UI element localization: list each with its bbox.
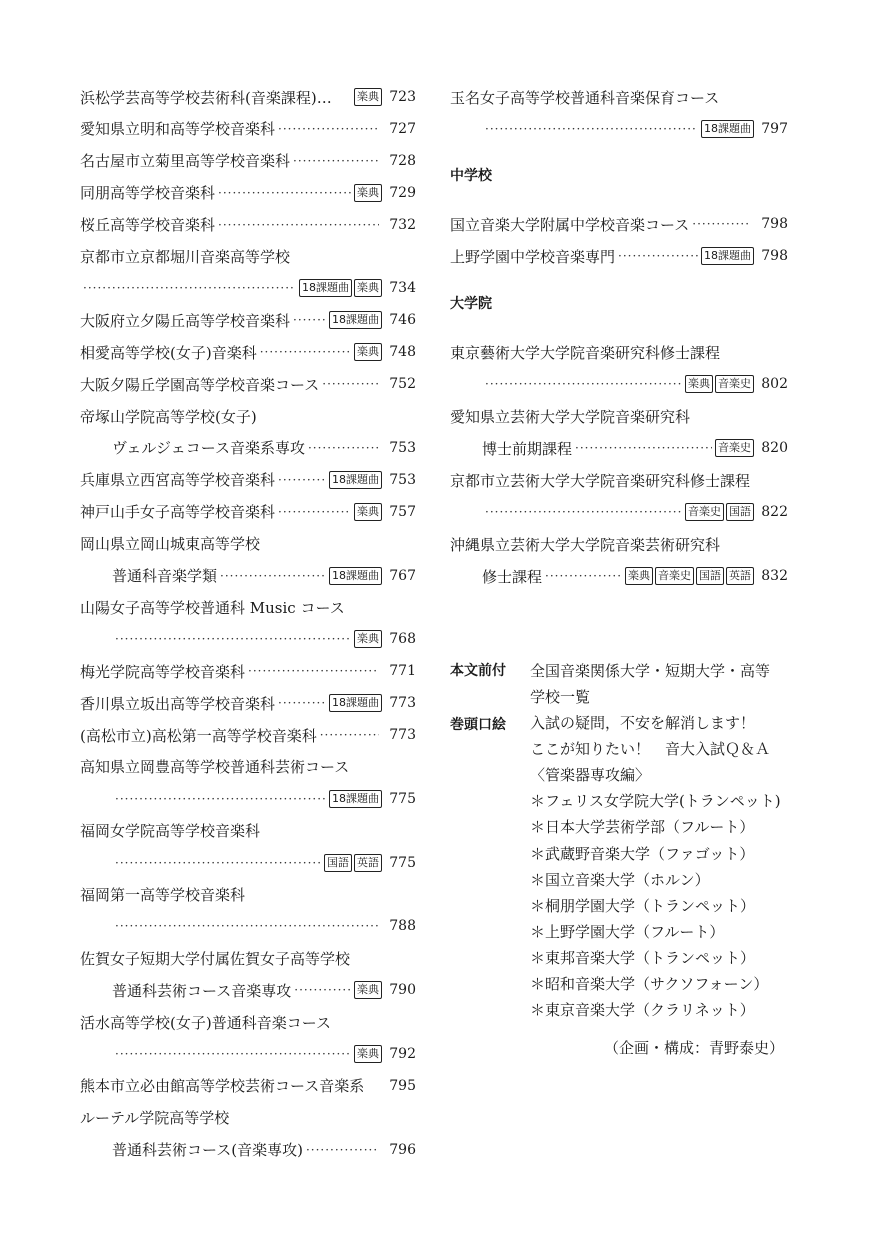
toc-entry	[450, 561, 788, 591]
page-number: 775	[389, 790, 416, 807]
toc-entry	[80, 784, 416, 814]
page-number: 822	[761, 504, 788, 520]
subject-badge: 楽典	[354, 503, 382, 521]
leader-dots	[278, 497, 351, 527]
toc-entry	[80, 911, 416, 941]
toc-entry	[80, 592, 416, 622]
entry-title: 京都市立京都堀川音楽高等学校	[80, 248, 291, 266]
subject-badges	[701, 247, 754, 265]
toc-entry	[450, 209, 788, 239]
subject-badge: 楽典	[354, 1045, 382, 1063]
page-number: 757	[389, 503, 416, 520]
page-number: 797	[761, 121, 788, 137]
entry-title: 東京藝術大学大学院音楽研究科修士課程	[450, 343, 721, 362]
text-line: ここが知りたい！ 音大入試Ｑ＆Ａ	[530, 740, 771, 759]
toc-entry	[80, 816, 416, 846]
text-line: ＊昭和音楽大学（サクソフォーン）	[530, 975, 769, 993]
toc-entry	[80, 401, 416, 431]
leader-dots	[83, 273, 296, 303]
text-line: ＊日本大学芸術学部（フルート）	[530, 818, 755, 837]
page-number: 775	[389, 854, 416, 871]
leader-dots	[294, 975, 351, 1005]
leader-dots	[278, 688, 326, 718]
toc-entry	[80, 720, 416, 750]
leader-dots	[115, 911, 379, 941]
entry-title: 京都市立芸術大学大学院音楽研究科修士課程	[450, 471, 751, 490]
toc-entry	[450, 82, 788, 112]
entry-title: 佐賀女子短期大学付属佐賀女子高等学校	[80, 949, 351, 968]
page-number: 798	[761, 216, 788, 232]
page-number: 753	[389, 439, 416, 456]
toc-entry	[450, 465, 788, 495]
page-number: 729	[389, 184, 416, 201]
leader-dots	[220, 561, 326, 591]
entry-title: 国立音楽大学附属中学校音楽コース	[450, 215, 690, 234]
toc-entry	[80, 337, 416, 367]
entry-title: 山陽女子高等学校普通科 Music コース	[80, 598, 345, 617]
page-number: 732	[389, 216, 416, 233]
text-line: 学校一覧	[530, 688, 591, 706]
text-line: 入試の疑問，不安を解消します！	[530, 714, 756, 732]
section-heading-junior-high: 中学校	[450, 168, 492, 184]
subject-badges	[715, 439, 754, 457]
page-number: 752	[389, 376, 416, 393]
subject-badges	[329, 790, 382, 808]
entry-title: 兵庫県立西宮高等学校音楽科	[80, 471, 276, 490]
leader-dots	[115, 784, 326, 814]
leader-dots	[278, 114, 379, 144]
subject-badge: 英語	[726, 567, 754, 585]
page-number: 788	[389, 918, 416, 935]
entry-title: 普通科芸術コース音楽専攻	[112, 981, 292, 1000]
leader-dots	[218, 178, 351, 208]
toc-entry	[80, 624, 416, 654]
page-number: 771	[389, 663, 416, 680]
entry-title: 沖縄県立芸術大学大学院音楽芸術研究科	[450, 535, 721, 554]
entry-title: 大阪府立夕陽丘高等学校音楽科	[80, 311, 291, 330]
page-number: 802	[761, 376, 788, 392]
page-number: 790	[389, 982, 416, 999]
toc-entry	[80, 497, 416, 527]
subject-badge: 国語	[726, 503, 754, 521]
entry-title: 名古屋市立菊里高等学校音楽科	[80, 152, 291, 171]
toc-entry	[80, 273, 416, 303]
subject-badge: 楽典	[685, 375, 713, 393]
entry-title: 上野学園中学校音楽専門	[450, 247, 616, 266]
subject-badges	[354, 1045, 382, 1063]
entry-title: 普通科芸術コース(音楽専攻)	[112, 1141, 303, 1160]
subject-badges	[354, 630, 382, 648]
page-number: 773	[389, 727, 416, 743]
section-heading-graduate: 大学院	[450, 296, 492, 312]
text-line: ＊国立音楽大学（ホルン）	[530, 870, 710, 889]
subject-badge: 楽典	[625, 567, 653, 585]
toc-entry	[80, 880, 416, 910]
entry-title: 帝塚山学院高等学校(女子)	[80, 407, 257, 426]
subject-badges	[354, 88, 382, 106]
leader-dots	[218, 210, 379, 240]
text-line: ＊東京音楽大学（クラリネット）	[530, 1001, 755, 1020]
page-number: 734	[389, 280, 416, 297]
toc-entry	[450, 241, 788, 271]
toc-entry	[80, 210, 416, 240]
subject-badge: 18課題曲	[329, 694, 382, 712]
frontispiece-label: 巻頭口絵	[450, 717, 506, 733]
leader-dots	[308, 433, 379, 463]
subject-badge: 18課題曲	[329, 567, 382, 585]
entry-title: 香川県立坂出高等学校音楽科	[80, 694, 276, 713]
toc-entry	[80, 178, 416, 208]
entry-title: 修士課程	[482, 567, 543, 586]
toc-entry	[80, 688, 416, 718]
toc-entry	[80, 1103, 416, 1133]
subject-badges	[354, 503, 382, 521]
subject-badges	[329, 567, 382, 585]
entry-title: 桜丘高等学校音楽科	[80, 216, 216, 235]
leader-dots	[260, 337, 351, 367]
toc-entry	[80, 82, 416, 112]
entry-title: 大阪夕陽丘学園高等学校音楽コース	[80, 375, 320, 394]
page-number: 727	[389, 120, 416, 137]
leader-dots	[545, 561, 622, 591]
page-number: 773	[389, 695, 416, 712]
subject-badge: 国語	[696, 567, 724, 585]
text-line: 〈管楽器専攻編〉	[530, 766, 651, 785]
leader-dots	[485, 497, 682, 527]
entry-title: 岡山県立岡山城東高等学校	[80, 535, 261, 554]
leader-dots	[692, 209, 751, 239]
subject-badges	[329, 471, 382, 489]
toc-entry	[80, 752, 416, 782]
subject-badges	[685, 503, 754, 521]
page-number: 746	[389, 312, 416, 329]
toc-entry	[80, 561, 416, 591]
toc-entry	[80, 433, 416, 463]
subject-badges	[354, 981, 382, 999]
toc-entry	[80, 1071, 416, 1101]
frontispiece-credit: （企画・構成：青野泰史）	[603, 1039, 784, 1057]
toc-entry	[450, 401, 788, 431]
toc-entry	[450, 369, 788, 399]
leader-dots	[248, 656, 379, 686]
leader-dots	[293, 146, 379, 176]
leader-dots	[115, 848, 321, 878]
subject-badges	[701, 120, 754, 138]
leader-dots	[115, 1039, 351, 1069]
toc-entry	[80, 465, 416, 495]
toc-entry	[80, 656, 416, 686]
subject-badges	[625, 567, 754, 585]
subject-badge: 音楽史	[715, 375, 754, 393]
entry-title: ヴェルジェコース音楽系専攻	[112, 439, 305, 458]
subject-badge: 楽典	[354, 88, 382, 106]
entry-title: 福岡女学院高等学校音楽科	[80, 822, 261, 841]
text-line: ＊桐朋学園大学（トランペット）	[530, 896, 756, 915]
toc-entry	[80, 529, 416, 559]
entry-title: 福岡第一高等学校音楽科	[80, 886, 246, 904]
toc-entry	[80, 1039, 416, 1069]
entry-title: 博士前期課程	[482, 439, 573, 458]
leader-dots	[485, 114, 698, 144]
toc-entry	[80, 369, 416, 399]
toc-entry	[450, 529, 788, 559]
page-number: 768	[389, 631, 416, 648]
toc-entry	[80, 146, 416, 176]
page-number: 792	[389, 1046, 416, 1062]
entry-title: 普通科音楽学類	[112, 567, 218, 585]
subject-badge: 18課題曲	[329, 311, 382, 329]
entry-title: 同朋高等学校音楽科	[80, 184, 216, 203]
subject-badge: 楽典	[354, 981, 382, 999]
page-number: 832	[761, 568, 788, 584]
subject-badge: 音楽史	[655, 567, 694, 585]
text-line: ＊フェリス女学院大学(トランペット)	[530, 792, 781, 811]
toc-entry	[450, 114, 788, 144]
subject-badge: 国語	[324, 854, 352, 872]
leader-dots	[320, 720, 379, 750]
text-line: ＊東邦音楽大学（トランペット）	[530, 948, 756, 967]
subject-badges	[299, 279, 382, 297]
entry-title: 相愛高等学校(女子)音楽科	[80, 343, 257, 362]
subject-badge: 楽典	[354, 279, 382, 297]
text-line: ＊武蔵野音楽大学（ファゴット）	[530, 844, 755, 863]
toc-entry	[80, 305, 416, 335]
page-number: 820	[761, 440, 788, 456]
page-number: 723	[389, 89, 416, 105]
entry-title: 玉名女子高等学校普通科音楽保育コース	[450, 88, 720, 107]
subject-badges	[329, 694, 382, 712]
page-number: 798	[761, 248, 788, 264]
toc-entry	[450, 497, 788, 527]
subject-badge: 18課題曲	[701, 247, 754, 265]
page-number: 795	[389, 1077, 416, 1094]
entry-title: 活水高等学校(女子)普通科音楽コース	[80, 1013, 331, 1032]
entry-title: 愛知県立芸術大学大学院音楽研究科	[450, 407, 691, 426]
front-matter-label: 本文前付	[450, 663, 506, 679]
toc-entry	[450, 337, 788, 367]
subject-badge: 楽典	[354, 343, 382, 361]
subject-badge: 18課題曲	[329, 471, 382, 489]
subject-badge: 18課題曲	[299, 279, 352, 297]
toc-entry	[80, 1135, 416, 1165]
text-line: 全国音楽関係大学・短期大学・高等	[530, 662, 771, 680]
subject-badges	[685, 375, 754, 393]
entry-title: 梅光学院高等学校音楽科	[80, 662, 246, 681]
subject-badge: 楽典	[354, 184, 382, 202]
toc-entry	[80, 848, 416, 878]
page-number: 796	[389, 1141, 416, 1158]
subject-badge: 英語	[354, 854, 382, 872]
entry-title: 神戸山手女子高等学校音楽科	[80, 503, 276, 522]
toc-entry	[80, 1007, 416, 1037]
entry-title: ルーテル学院高等学校	[80, 1109, 230, 1128]
entry-title: 愛知県立明和高等学校音楽科	[80, 120, 276, 139]
page-number: 753	[389, 471, 416, 488]
subject-badges	[329, 311, 382, 329]
toc-entry	[80, 242, 416, 272]
leader-dots	[322, 369, 379, 399]
subject-badge: 18課題曲	[701, 120, 754, 138]
entry-title: (高松市立)高松第一高等学校音楽科	[80, 726, 317, 745]
subject-badges	[354, 184, 382, 202]
page-number: 767	[389, 567, 416, 584]
subject-badge: 18課題曲	[329, 790, 382, 808]
subject-badge: 楽典	[354, 630, 382, 648]
leader-dots	[293, 305, 326, 335]
toc-entry	[80, 114, 416, 144]
leader-dots	[618, 241, 698, 271]
toc-entry	[450, 433, 788, 463]
subject-badge: 音楽史	[685, 503, 724, 521]
entry-title: 高知県立岡豊高等学校普通科芸術コース	[80, 758, 350, 777]
page-number: 748	[389, 344, 416, 361]
subject-badges	[354, 343, 382, 361]
toc-entry	[80, 943, 416, 973]
subject-badges	[324, 854, 382, 872]
leader-dots	[278, 465, 326, 495]
toc-entry	[80, 975, 416, 1005]
subject-badge: 音楽史	[715, 439, 754, 457]
leader-dots	[575, 433, 712, 463]
entry-title: 浜松学芸高等学校芸術科(音楽課程)…	[80, 88, 332, 107]
leader-dots	[115, 624, 351, 654]
entry-title: 熊本市立必由館高等学校芸術コース音楽系	[80, 1077, 365, 1096]
leader-dots	[306, 1135, 379, 1165]
page-number: 728	[389, 152, 416, 169]
text-line: ＊上野学園大学（フルート）	[530, 922, 725, 941]
leader-dots	[485, 369, 682, 399]
